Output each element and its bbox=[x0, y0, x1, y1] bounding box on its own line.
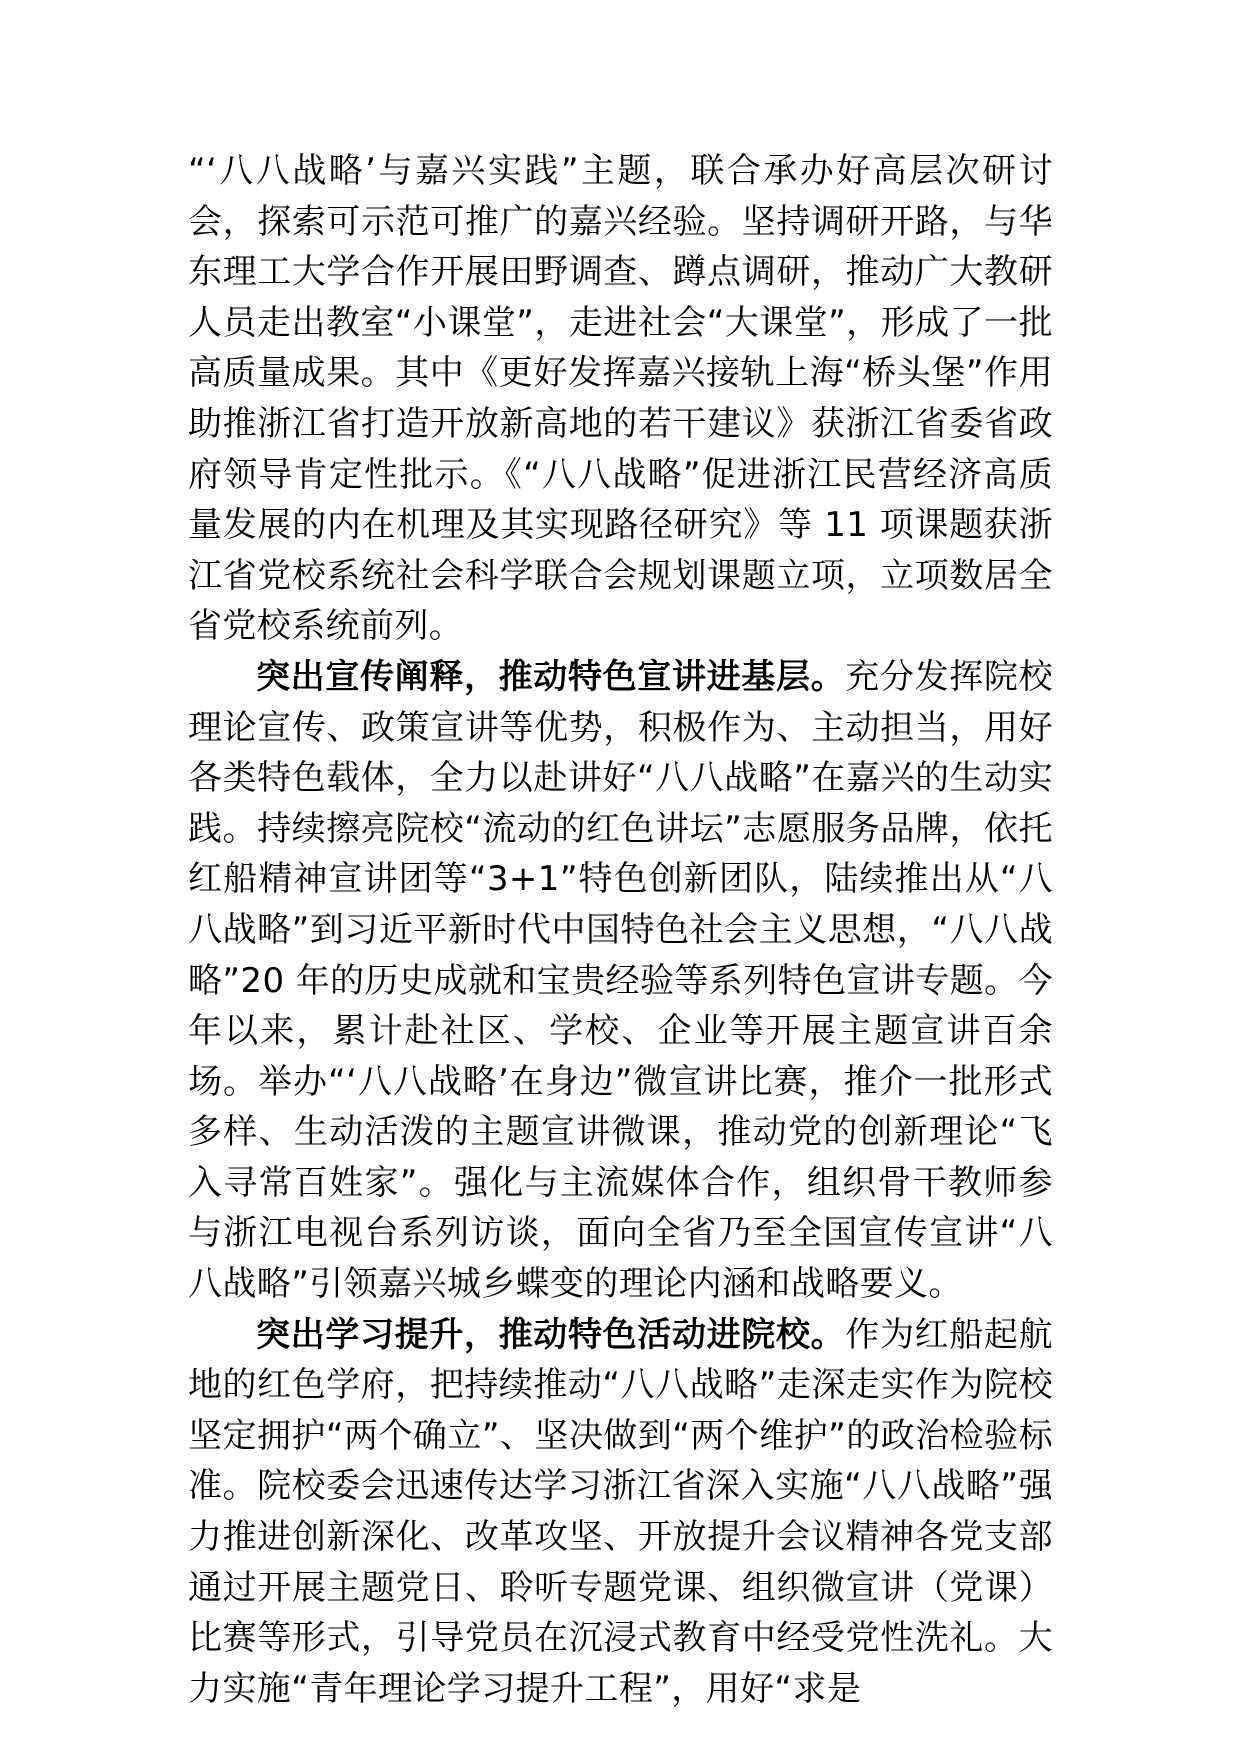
paragraph-2-text: 充分发挥院校理论宣传、政策宣讲等优势，积极作为、主动担当，用好各类特色载体，全力以赴讲好“八八战略”在嘉兴的生动实践。持续擦亮院校“流动的红色讲坛”志愿服务品牌，依托红船精神宣讲团等“3+1”特色创新团队，陆续推出从“八八战略”到习近平新时代中国特色社会主义思想，“八八战略”20 年的历史成就和宝贵经验等系列特色宣讲专题。今年以来，累计赴社区、学校、企业等开展主题宣讲百余场。举办“‘八八战略’在身边”微宣讲比赛，推介一批形式多样、生动活泼的主题宣讲微课，推动党的创新理论“飞入寻常百姓家”。强化与主流媒体合作，组织骨干教师参与浙江电视台系列访谈，面向全省乃至全国宣传宣讲“八八战略”引领嘉兴城乡蝶变的理论内涵和战略要义。 bbox=[188, 656, 1053, 1305]
paragraph-3-heading: 突出学习提升，推动特色活动进院校。 bbox=[256, 1314, 846, 1355]
paragraph-2-heading: 突出宣传阐释，推动特色宣讲进基层。 bbox=[256, 656, 846, 697]
paragraph-1-text: “‘八八战略’与嘉兴实践”主题，联合承办好高层次研讨会，探索可示范可推广的嘉兴经验。坚持调研开路，与华东理工大学合作开展田野调查、蹲点调研，推动广大教研人员走出教室“小课堂”，走进社会“大课堂”，形成了一批高质量成果。其中《更好发挥嘉兴接轨上海“桥头堡”作用助推浙江省打造开放新高地的若干建议》获浙江省委省政府领导肯定性批示。《“八八战略”促进浙江民营经济高质量发展的内在机理及其实现路径研究》等 11 项课题获浙江省党校系统社会科学联合会规划课题立项，立项数居全省党校系统前列。 bbox=[188, 151, 1053, 647]
paragraph-3-text: 作为红船起航地的红色学府，把持续推动“八八战略”走深走实作为院校坚定拥护“两个确立”、坚决做到“两个维护”的政治检验标准。院校委会迅速传达学习浙江省深入实施“八八战略”强力推进创新深化、改革攻坚、开放提升会议精神各党支部通过开展主题党日、聆听专题党课、组织微宣讲（党课）比赛等形式，引导党员在沉浸式教育中经受党性洗礼。大力实施“青年理论学习提升工程”，用好“求是 bbox=[188, 1314, 1053, 1709]
paragraph-1 bbox=[188, 146, 1053, 652]
body-text bbox=[188, 146, 1053, 1714]
paragraph-2 bbox=[188, 652, 1053, 1310]
paragraph-3 bbox=[188, 1310, 1053, 1715]
